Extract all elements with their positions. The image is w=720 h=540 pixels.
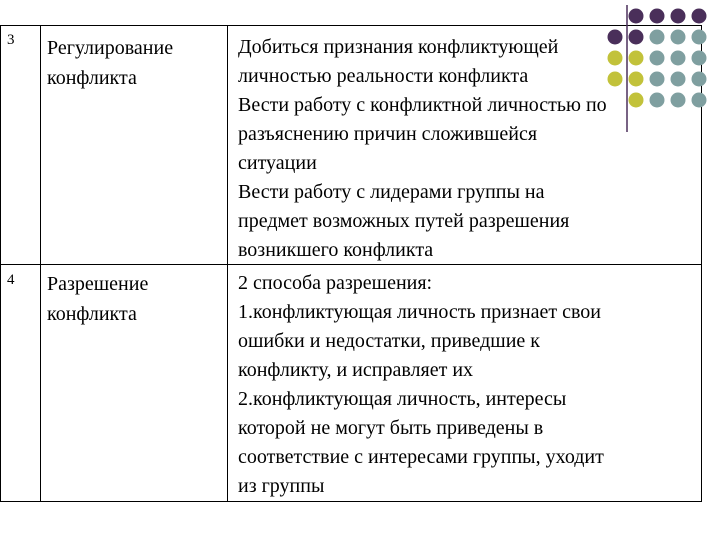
decor-dot (692, 9, 707, 24)
desc-line: личностью реальности конфликта (238, 65, 529, 87)
row-number: 4 (7, 272, 15, 288)
desc-line: которой не могут быть приведены в (238, 417, 544, 439)
stage-line: Регулирование (47, 37, 174, 59)
decor-dot (650, 9, 665, 24)
desc-line: соответствие с интересами группы, уходит (238, 446, 604, 468)
desc-line: ошибки и недостатки, приведшие к (238, 330, 540, 352)
desc-line: из группы (238, 475, 325, 497)
stage-line: конфликта (47, 67, 137, 89)
stage-line: конфликта (47, 303, 137, 325)
stage-line: Разрешение (47, 273, 149, 295)
desc-line: возникшего конфликта (238, 239, 434, 261)
desc-line: 2 способа разрешения: (238, 272, 433, 294)
stage-name (47, 269, 148, 329)
desc-line: конфликту, и исправляет их (238, 359, 474, 381)
desc-line: разъяснению причин сложившейся (238, 123, 538, 145)
desc-line: предмет возможных путей разрешения (238, 210, 570, 232)
decor-dot (671, 9, 686, 24)
row-number: 3 (7, 32, 15, 48)
desc-line: 2.конфликтующая личность, интересы (238, 388, 567, 410)
stage-description (238, 269, 604, 501)
desc-line: Вести работу с лидерами группы на (238, 181, 545, 203)
decor-dot (629, 9, 644, 24)
desc-line: 1.конфликтующая личность признает свои (238, 301, 601, 323)
desc-line: Добиться признания конфликтующей (238, 36, 559, 58)
stage-name (47, 33, 173, 93)
content-table (0, 25, 702, 502)
desc-line: ситуации (238, 152, 317, 174)
stage-description (238, 33, 607, 265)
desc-line: Вести работу с конфликтной личностью по (238, 94, 607, 116)
